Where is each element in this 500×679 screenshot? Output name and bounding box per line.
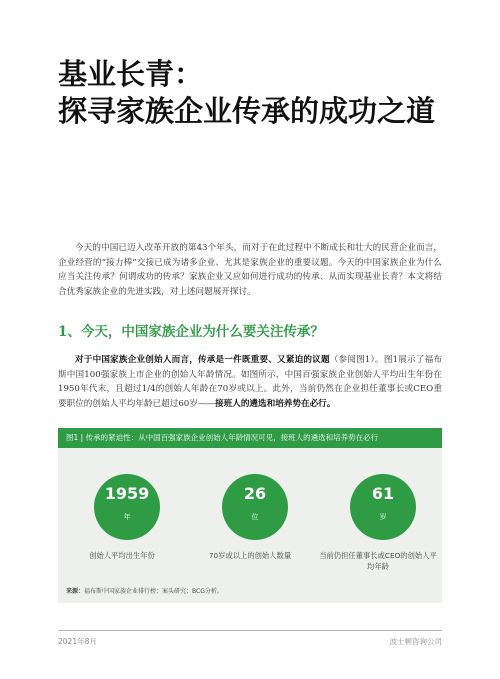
para-bold-conclusion: 接班人的遴选和培养势在必行。 [215, 398, 336, 409]
stat-unit: 位 [251, 513, 259, 521]
figure-1 [58, 428, 442, 603]
para-body-text: （参阅图1）。图1展示了福布斯中国100强家族上市企业的创始人年龄情况。如图所示，中国百强家族企业创始人平均出生年份在1950年代末，且超过1/4的创始人年龄在70岁或以上。此外，当前仍然在企业担任董事长或CEO重要职位的创始人平均年龄已超过60岁—— [58, 355, 442, 409]
stat-label: 创始人平均出生年份 [89, 551, 155, 560]
footer-organization: 波士顿咨询公司 [389, 637, 442, 646]
title-line-1: 基业长青： [58, 57, 204, 91]
stat-label: 当前仍担任董事长或CEO的创始人平均年龄 [319, 551, 437, 571]
stat-ceo-average-age [314, 460, 442, 580]
stat-circle [350, 474, 416, 540]
footer-divider [58, 630, 442, 631]
intro-paragraph: 今天的中国已迈入改革开放的第43个年头，而对于在此过程中不断成长和壮大的民营企业而言，企业经营的“接力棒”交接已成为诸多企业、尤其是家族企业的重要议题。今天的中国家族企业为什么应当关注传承？何谓成功的传承？家族企业又应如何进行成功的传承、从而实现基业长青？本文将结合优秀家族企业的先进实践，对上述问题展开探讨。 [58, 243, 442, 297]
figure-source [66, 588, 223, 596]
page-title [58, 56, 458, 130]
stat-label: 70岁或以上的创始人数量 [208, 551, 292, 560]
stat-unit: 年 [123, 513, 131, 521]
para-bold-lead: 对于中国家族企业创始人而言，传承是一件既重要、又紧迫的议题 [75, 355, 330, 365]
stat-founders-over-70 [186, 460, 314, 580]
stat-unit: 岁 [379, 513, 387, 521]
stat-circle [94, 474, 160, 540]
section-paragraph [58, 353, 442, 411]
title-line-2: 探寻家族企业传承的成功之道 [58, 94, 436, 128]
footer-date: 2021年8月 [58, 637, 97, 646]
stat-value: 1959 [104, 484, 150, 503]
source-text: 福布斯中国家族企业排行榜；案头研究；BCG分析。 [84, 588, 223, 595]
stat-value: 61 [371, 484, 395, 503]
stat-founder-birth-year [58, 460, 186, 580]
source-label: 来源： [66, 588, 85, 595]
stat-circle [222, 474, 288, 540]
figure-header: 图1 | 传承的紧迫性：从中国百强家族企业创始人年龄情况可见，接班人的遴选和培养势在必行 [58, 428, 442, 448]
stat-value: 26 [243, 484, 267, 503]
section-heading: 1、今天，中国家族企业为什么要关注传承？ [58, 324, 324, 340]
